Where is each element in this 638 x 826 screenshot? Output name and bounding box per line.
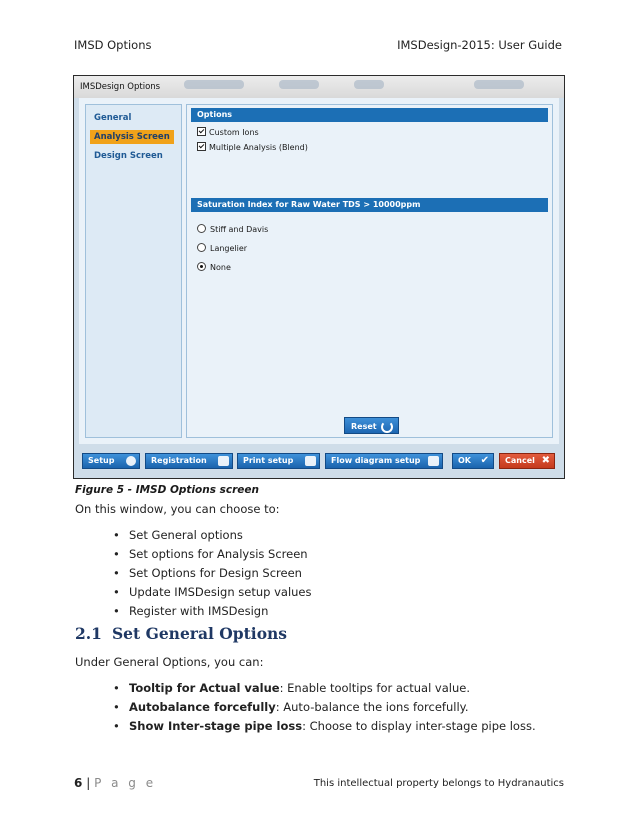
- saturation-section-header: Saturation Index for Raw Water TDS > 10000ppm: [191, 198, 548, 212]
- item-description: : Choose to display inter-stage pipe loss.: [302, 719, 536, 733]
- close-icon: ✖: [541, 455, 550, 466]
- checkbox-label: Custom Ions: [209, 128, 259, 137]
- checkbox-checked-icon: [197, 142, 206, 151]
- registration-button[interactable]: [145, 453, 233, 469]
- custom-ions-checkbox[interactable]: [197, 127, 259, 138]
- blurred-toolbar-icon: [474, 80, 524, 89]
- radio-label: Langelier: [210, 244, 248, 253]
- sidebar-item-design-screen[interactable]: Design Screen: [94, 151, 163, 161]
- radio-label: Stiff and Davis: [210, 225, 269, 234]
- bottom-button-bar: [79, 448, 559, 474]
- sidebar-item-analysis-screen[interactable]: Analysis Screen: [90, 130, 174, 144]
- reset-button[interactable]: [344, 417, 399, 434]
- diagram-icon: [428, 456, 439, 466]
- checkbox-checked-icon: [197, 127, 206, 136]
- options-section-header: Options: [191, 108, 548, 122]
- flow-diagram-setup-button[interactable]: [325, 453, 443, 469]
- print-setup-label: Print setup: [243, 456, 294, 465]
- item-term: Tooltip for Actual value: [129, 681, 280, 695]
- setup-label: Setup: [88, 456, 115, 465]
- window-title: IMSDesign Options: [74, 76, 564, 98]
- radio-none[interactable]: [197, 262, 231, 273]
- blurred-toolbar-icon: [354, 80, 384, 89]
- sidebar-item-general[interactable]: General: [94, 113, 132, 123]
- radio-langelier[interactable]: [197, 243, 247, 254]
- cancel-label: Cancel: [505, 456, 535, 465]
- radio-selected-icon: [197, 262, 206, 271]
- list-item: • Set Options for Design Screen: [113, 566, 312, 585]
- reset-button-label: Reset: [351, 422, 377, 431]
- blurred-toolbar-icon: [279, 80, 319, 89]
- list-item: [113, 719, 536, 738]
- list-item: • Set General options: [113, 528, 312, 547]
- radio-empty-icon: [197, 224, 206, 233]
- page-footer-left: [74, 776, 156, 790]
- flow-diagram-setup-label: Flow diagram setup: [331, 456, 421, 465]
- registration-label: Registration: [151, 456, 207, 465]
- page-word: P a g e: [94, 776, 157, 790]
- running-header-right: IMSDesign-2015: User Guide: [397, 38, 562, 52]
- list-item: [113, 681, 536, 700]
- item-description: : Auto-balance the ions forcefully.: [275, 700, 469, 714]
- footer-separator: |: [86, 776, 91, 790]
- general-options-list: [113, 681, 536, 738]
- options-window-screenshot: [73, 75, 565, 479]
- options-body: [79, 98, 559, 444]
- section-number: 2.1: [75, 624, 102, 643]
- printer-icon: [305, 456, 316, 466]
- item-term: Show Inter-stage pipe loss: [129, 719, 303, 733]
- checkbox-label: Multiple Analysis (Blend): [209, 143, 308, 152]
- form-icon: [218, 456, 229, 466]
- multiple-analysis-checkbox[interactable]: [197, 142, 308, 153]
- list-item: [113, 700, 536, 719]
- radio-stiff-davis[interactable]: [197, 224, 268, 235]
- list-item: • Register with IMSDesign: [113, 604, 312, 623]
- print-setup-button[interactable]: [237, 453, 320, 469]
- ok-label: OK: [458, 456, 471, 465]
- options-panel: [186, 104, 553, 438]
- general-intro-paragraph: Under General Options, you can:: [75, 655, 264, 669]
- options-sidebar: [85, 104, 182, 438]
- page-footer-right: This intellectual property belongs to Hydranautics: [313, 778, 564, 789]
- cancel-button[interactable]: [499, 453, 555, 469]
- checkmark-icon: ✔: [480, 455, 489, 466]
- gear-icon: [126, 456, 136, 466]
- running-header-left: IMSD Options: [74, 38, 152, 52]
- setup-button[interactable]: [82, 453, 140, 469]
- radio-empty-icon: [197, 243, 206, 252]
- list-item: • Update IMSDesign setup values: [113, 585, 312, 604]
- radio-label: None: [210, 263, 231, 272]
- refresh-icon: [381, 421, 393, 433]
- blurred-toolbar-icon: [184, 80, 244, 89]
- intro-paragraph: On this window, you can choose to:: [75, 502, 280, 516]
- item-description: : Enable tooltips for actual value.: [279, 681, 470, 695]
- list-item: • Set options for Analysis Screen: [113, 547, 312, 566]
- ok-button[interactable]: [452, 453, 494, 469]
- section-title: Set General Options: [111, 624, 288, 643]
- page-number: 6: [74, 776, 83, 790]
- choices-list: [113, 528, 312, 623]
- section-heading: [75, 624, 287, 643]
- item-term: Autobalance forcefully: [129, 700, 276, 714]
- figure-caption: Figure 5 - IMSD Options screen: [75, 484, 260, 496]
